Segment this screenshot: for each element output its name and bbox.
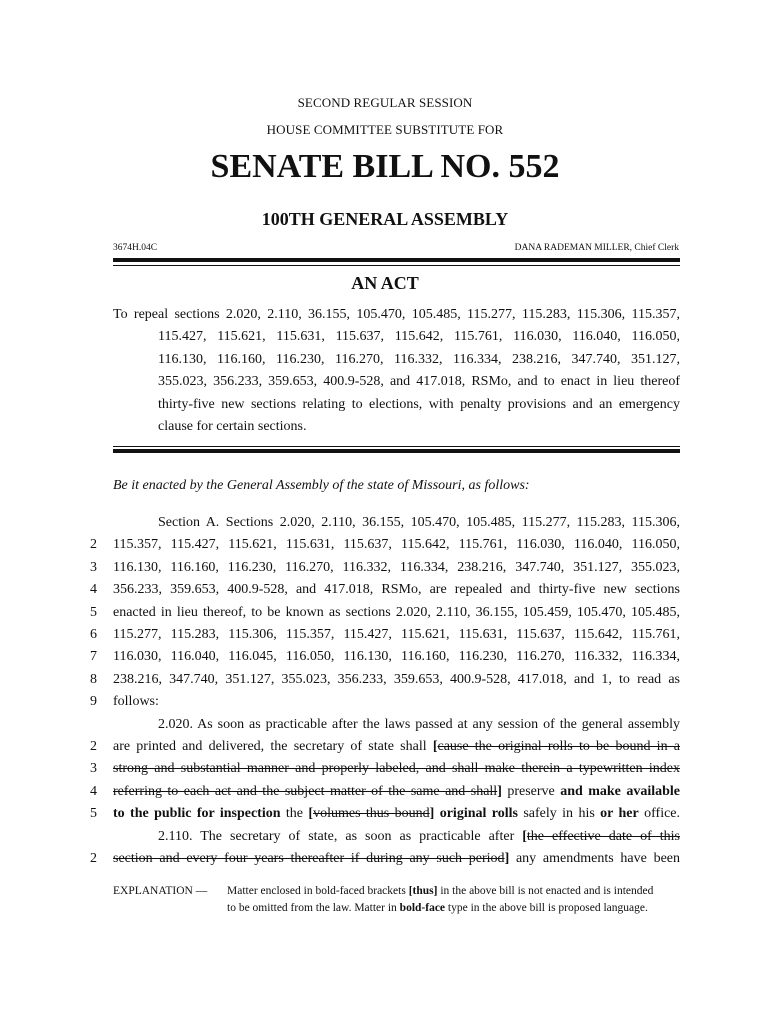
new-text: and make available [560,783,680,799]
text-run: Matter enclosed in bold-faced brackets [227,885,409,897]
section-2-110 [0,826,770,871]
repealed-text: cause the original rolls to be bound in a [437,738,680,754]
enacting-clause: Be it enacted by the General Assembly of the state of Missouri, as follows: [113,478,530,493]
s2110-line [158,826,680,848]
bracket-close: ] [429,806,435,822]
document-code: 3674H.04C [113,243,158,253]
repealed-text: volumes thus bound [313,806,430,822]
repealed-text: referring to each act and the subject matter of the same and shall [113,783,498,799]
bracket-close: ] [497,783,502,799]
text-run: type in the above bill is proposed language. [445,901,648,914]
assembly-heading: 100TH GENERAL ASSEMBLY [261,209,509,229]
s2020-line: 2.020. As soon as practicable after the laws passed at any session of the general assembly [158,716,680,732]
section-a-line: 116.030, 116.040, 116.045, 116.050, 116.130, 116.160, 116.230, 116.270, 116.332, 116.334, [113,649,680,665]
line-number: 6 [90,626,97,642]
line-number: 3 [90,559,97,575]
explanation-line [227,900,680,917]
bill-title: SENATE BILL NO. 552 [210,148,560,185]
section-a-line: 115.277, 115.283, 115.306, 115.357, 115.427, 115.621, 115.631, 115.637, 115.642, 115.761, [113,626,680,642]
section-2-020 [0,714,770,826]
section-a-line: Section A. Sections 2.020, 2.110, 36.155, 105.470, 105.485, 115.277, 115.283, 115.306, [158,515,680,530]
act-line: thirty-five new sections relating to elections, with penalty provisions and an emergency [158,396,680,412]
s2020-line [113,781,680,803]
section-a-line: 356.233, 359.653, 400.9-528, and 417.018, RSMo, are repealed and thirty-five new sections [113,582,680,598]
substitute-heading: HOUSE COMMITTEE SUBSTITUTE FOR [266,122,504,137]
act-thick-rule [113,449,680,453]
line-number: 8 [90,671,97,687]
act-title: AN ACT [351,273,419,293]
s2020-line [113,736,680,758]
bracket-close: ] [504,850,510,866]
act-line: 116.130, 116.160, 116.230, 116.270, 116.332, 116.334, 238.216, 347.740, 351.127, [158,351,680,367]
line-number: 2 [90,738,97,754]
section-a-line: enacted in lieu thereof, to be known as sections 2.020, 2.110, 36.155, 105.459, 105.470, 105.485, [113,604,680,620]
line-number: 3 [90,761,97,777]
repealed-text: section and every four years thereafter if during any such period [113,850,505,866]
line-number: 2 [90,537,97,553]
explanation-label: EXPLANATION — [113,885,208,897]
text-run: to be omitted from the law. Matter in [227,901,400,914]
act-line: 355.023, 356.233, 359.653, 400.9-528, and 417.018, RSMo, and to enact in lieu thereof [158,374,680,390]
text-run: office. [638,806,681,822]
header-thick-rule [113,258,680,262]
line-number: 2 [90,850,97,866]
text-run: are printed and delivered, the secretary of state shall [113,738,433,754]
repealed-text: the effective date of this [526,828,680,844]
explanation-text [227,883,680,916]
chief-clerk: DANA RADEMAN MILLER, Chief Clerk [514,243,679,253]
line-number: 7 [90,649,97,665]
boldface-example: bold-face [399,901,446,914]
section-a-line: follows: [113,694,159,710]
s2110-line [113,848,680,870]
line-number: 5 [90,604,97,620]
line-number: 5 [90,806,97,822]
new-text: original rolls [439,806,518,822]
s2020-line [113,803,680,825]
session-heading: SECOND REGULAR SESSION [297,95,473,110]
act-line: 115.427, 115.621, 115.631, 115.637, 115.642, 115.761, 116.030, 116.040, 116.050, [158,329,680,345]
line-number: 4 [90,582,97,598]
bracket-example: [thus] [408,885,438,897]
act-line: clause for certain sections. [158,419,307,435]
text-run: safely in his [517,806,601,822]
text-run: 2.110. The secretary of state, as soon as practicable after [158,828,523,844]
new-text: to the public for inspection [113,806,281,822]
act-description [113,304,680,438]
bracket-open: [ [522,828,527,844]
bracket-open: [ [432,738,438,754]
text-run: the [280,806,309,822]
text-run: in the above bill is not enacted and is intended [437,885,654,897]
bracket-open: [ [308,806,314,822]
line-number: 9 [90,694,97,710]
header-thin-rule [113,265,680,266]
section-a-line: 238.216, 347.740, 351.127, 355.023, 356.233, 359.653, 400.9-528, 417.018, and 1, to read as [113,671,680,687]
act-line: To repeal sections 2.020, 2.110, 36.155, 105.470, 105.485, 115.277, 115.283, 115.306, 115.357, [113,307,680,322]
act-thin-rule [113,446,680,447]
s2020-line-repealed: strong and substantial manner and properly labeled, and shall make therein a typewritten index [113,761,680,777]
text-run: preserve [501,783,561,799]
section-a [0,512,770,714]
new-text: or her [600,806,639,822]
explanation-line [227,883,680,900]
line-number: 4 [90,783,97,799]
section-a-line: 116.130, 116.160, 116.230, 116.270, 116.332, 116.334, 238.216, 347.740, 351.127, 355.023, [113,559,680,575]
section-a-line: 115.357, 115.427, 115.621, 115.631, 115.637, 115.642, 115.761, 116.030, 116.040, 116.050, [113,537,680,553]
text-run: any amendments have been [509,850,681,866]
